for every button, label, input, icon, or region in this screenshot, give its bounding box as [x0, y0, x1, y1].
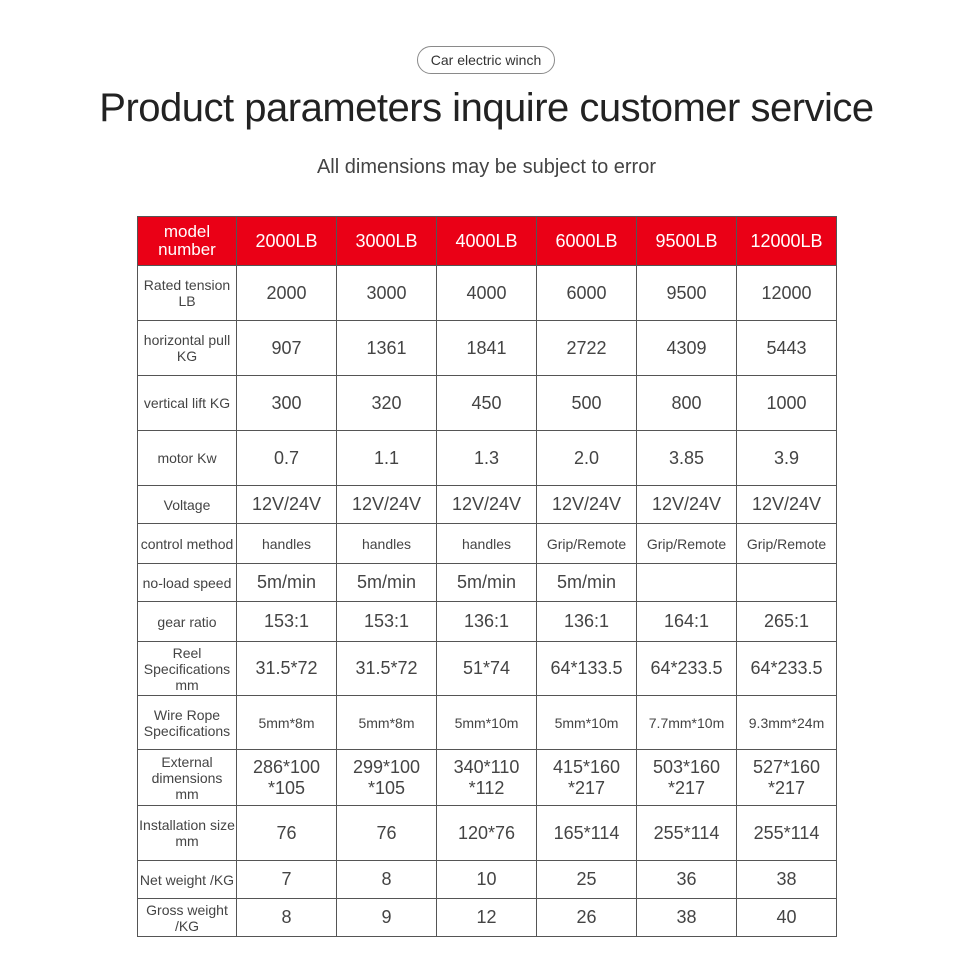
header-cell: 6000LB: [537, 217, 637, 266]
table-cell: 38: [637, 899, 737, 937]
table-cell: [637, 564, 737, 602]
table-cell: 0.7: [237, 431, 337, 486]
table-row: [138, 524, 837, 564]
table-cell: 5mm*10m: [437, 696, 537, 750]
table-cell: 5mm*10m: [537, 696, 637, 750]
table-cell: 136:1: [537, 602, 637, 642]
table-cell: 255*114: [737, 806, 837, 861]
table-cell: 8: [337, 861, 437, 899]
table-cell: 12V/24V: [537, 486, 637, 524]
row-label: no-load speed: [138, 564, 237, 602]
table-cell: 3.9: [737, 431, 837, 486]
table-cell: 12V/24V: [737, 486, 837, 524]
table-cell: 4309: [637, 321, 737, 376]
row-label: Wire Rope Specifications: [138, 696, 237, 750]
table-row: [138, 486, 837, 524]
table-cell: 299*100 *105: [337, 750, 437, 806]
row-label: horizontal pull KG: [138, 321, 237, 376]
table-cell: 64*233.5: [737, 642, 837, 696]
table-cell: 1361: [337, 321, 437, 376]
table-cell: 3000: [337, 266, 437, 321]
row-label: Gross weight /KG: [138, 899, 237, 937]
row-label: Voltage: [138, 486, 237, 524]
table-cell: 5m/min: [237, 564, 337, 602]
table-row: [138, 564, 837, 602]
table-cell: 5443: [737, 321, 837, 376]
table-cell: 800: [637, 376, 737, 431]
table-cell: Grip/Remote: [537, 524, 637, 564]
table-cell: 10: [437, 861, 537, 899]
table-cell: 7.7mm*10m: [637, 696, 737, 750]
table-cell: 5mm*8m: [337, 696, 437, 750]
table-cell: 3.85: [637, 431, 737, 486]
table-cell: 40: [737, 899, 837, 937]
table-row: [138, 696, 837, 750]
table-cell: 450: [437, 376, 537, 431]
table-cell: handles: [237, 524, 337, 564]
table-cell: [737, 564, 837, 602]
row-label: Installation size mm: [138, 806, 237, 861]
row-label: External dimensions mm: [138, 750, 237, 806]
table-row: [138, 321, 837, 376]
table-cell: 64*133.5: [537, 642, 637, 696]
table-cell: Grip/Remote: [737, 524, 837, 564]
table-row: [138, 602, 837, 642]
table-cell: 907: [237, 321, 337, 376]
table-cell: 1000: [737, 376, 837, 431]
table-cell: 164:1: [637, 602, 737, 642]
table-cell: 503*160 *217: [637, 750, 737, 806]
table-cell: 2722: [537, 321, 637, 376]
table-cell: 64*233.5: [637, 642, 737, 696]
table-cell: 320: [337, 376, 437, 431]
table-cell: 31.5*72: [237, 642, 337, 696]
table-cell: 12V/24V: [237, 486, 337, 524]
table-cell: 31.5*72: [337, 642, 437, 696]
table-row: [138, 431, 837, 486]
row-label: Rated tension LB: [138, 266, 237, 321]
table-cell: 265:1: [737, 602, 837, 642]
table-cell: 2000: [237, 266, 337, 321]
table-row: [138, 376, 837, 431]
table-cell: 12: [437, 899, 537, 937]
table-cell: 5mm*8m: [237, 696, 337, 750]
table-cell: 5m/min: [537, 564, 637, 602]
table-cell: 136:1: [437, 602, 537, 642]
row-label: gear ratio: [138, 602, 237, 642]
table-cell: 1841: [437, 321, 537, 376]
table-cell: 340*110 *112: [437, 750, 537, 806]
table-cell: 5m/min: [337, 564, 437, 602]
table-cell: 8: [237, 899, 337, 937]
table-cell: 4000: [437, 266, 537, 321]
table-row: [138, 266, 837, 321]
table-cell: Grip/Remote: [637, 524, 737, 564]
row-label: Net weight /KG: [138, 861, 237, 899]
header-cell: 4000LB: [437, 217, 537, 266]
table-cell: 76: [337, 806, 437, 861]
page-title: Product parameters inquire customer service: [99, 86, 874, 130]
table-cell: 286*100 *105: [237, 750, 337, 806]
header-cell-model: model number: [138, 217, 237, 266]
table-cell: 26: [537, 899, 637, 937]
table-cell: 76: [237, 806, 337, 861]
table-cell: 12V/24V: [637, 486, 737, 524]
table-cell: 2.0: [537, 431, 637, 486]
table-cell: 1.1: [337, 431, 437, 486]
table-cell: 38: [737, 861, 837, 899]
header-cell: 9500LB: [637, 217, 737, 266]
table-row: [138, 806, 837, 861]
table-cell: 51*74: [437, 642, 537, 696]
table-cell: 500: [537, 376, 637, 431]
table-cell: 25: [537, 861, 637, 899]
table-row: [138, 750, 837, 806]
table-cell: 7: [237, 861, 337, 899]
table-cell: 36: [637, 861, 737, 899]
table-cell: 153:1: [237, 602, 337, 642]
table-cell: 6000: [537, 266, 637, 321]
row-label: motor Kw: [138, 431, 237, 486]
table-cell: 9.3mm*24m: [737, 696, 837, 750]
row-label: vertical lift KG: [138, 376, 237, 431]
category-badge: Car electric winch: [417, 46, 555, 74]
row-label: Reel Specifications mm: [138, 642, 237, 696]
table-cell: 1.3: [437, 431, 537, 486]
table-cell: 9500: [637, 266, 737, 321]
table-cell: 120*76: [437, 806, 537, 861]
header-cell: 12000LB: [737, 217, 837, 266]
table-cell: 165*114: [537, 806, 637, 861]
table-cell: 12000: [737, 266, 837, 321]
table-header-row: [138, 217, 837, 266]
table-cell: 5m/min: [437, 564, 537, 602]
table-cell: handles: [337, 524, 437, 564]
table-cell: 12V/24V: [337, 486, 437, 524]
table-cell: 12V/24V: [437, 486, 537, 524]
header-cell: 2000LB: [237, 217, 337, 266]
header-cell: 3000LB: [337, 217, 437, 266]
table-cell: 9: [337, 899, 437, 937]
table-cell: 300: [237, 376, 337, 431]
table-cell: 415*160 *217: [537, 750, 637, 806]
table-cell: 255*114: [637, 806, 737, 861]
table-row: [138, 899, 837, 937]
table-cell: 153:1: [337, 602, 437, 642]
spec-table: [137, 216, 837, 937]
table-row: [138, 861, 837, 899]
row-label: control method: [138, 524, 237, 564]
table-cell: 527*160 *217: [737, 750, 837, 806]
table-row: [138, 642, 837, 696]
page-subtitle: All dimensions may be subject to error: [316, 156, 657, 178]
table-cell: handles: [437, 524, 537, 564]
